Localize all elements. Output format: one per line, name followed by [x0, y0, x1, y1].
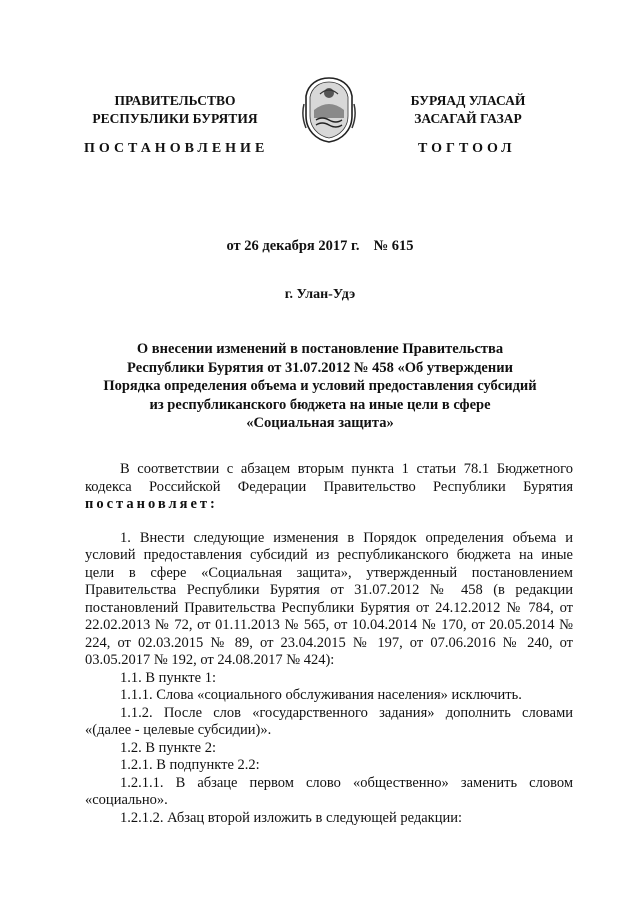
paragraph-1-1: 1.1. В пункте 1:	[120, 669, 216, 686]
issuer-line-1: БУРЯАД УЛАСАЙ	[410, 93, 526, 108]
paragraph-1-1-2: 1.1.2. После слов «государственного задания» дополнить словами «(далее - целевые субсидии)».	[85, 704, 573, 738]
title-line: Порядка определения объема и условий предоставления субсидий	[103, 378, 537, 394]
doc-date: от 26 декабря 2017 г.	[226, 238, 360, 254]
paragraph-gap	[85, 514, 573, 530]
issuer-name-bua	[368, 92, 568, 128]
doc-body	[85, 461, 573, 827]
title-line: «Социальная защита»	[246, 415, 394, 431]
paragraph-1-2-1-1: 1.2.1.1. В абзаце первом слово «общественно» заменить словом «социально».	[85, 774, 573, 808]
paragraph-1-2-1-2: 1.2.1.2. Абзац второй изложить в следующей редакции:	[120, 809, 463, 826]
intro-text: В соответствии с абзацем вторым пункта 1 статьи 78.1 Бюджетного кодекса Российской Федерации Правительство Республики Бурятия	[85, 461, 573, 495]
city: г. Улан-Удэ	[284, 287, 356, 302]
title-line: Республики Бурятия от 31.07.2012 № 458 «Об утверждении	[127, 359, 513, 376]
doc-number: № 615	[373, 238, 414, 254]
issuer-line-2: ЗАСАГАЙ ГАЗАР	[414, 111, 522, 126]
issuer-name-ru	[60, 92, 290, 128]
issuer-line-1: ПРАВИТЕЛЬСТВО	[114, 93, 236, 108]
coat-of-arms-icon	[300, 76, 358, 144]
doc-title	[70, 340, 570, 433]
paragraph-1-2-1: 1.2.1. В подпункте 2.2:	[120, 757, 260, 773]
paragraph-1: 1. Внести следующие изменения в Порядок определения объема и условий предоставления субсидий из республиканского бюджета на иные цели в сфере «Социальная защита», утвержденный постановлением Правительства Республики Бурятия от 31.07.2012 № 458 (в редакции постановлений Правительства Республики Бурятия от 24.12.2012 № 784, от 22.02.2013 № 72, от 01.11.2013 № 565, от 10.04.2014 № 170, от 20.05.2014 № 224, от 02.03.2015 № 89, от 23.04.2015 № 197, от 07.06.2016 № 240, от 03.05.2017 № 192, от 24.08.2017 № 424):	[85, 529, 573, 668]
doc-type-bua: ТОГТООЛ	[418, 141, 516, 156]
title-line: из республиканского бюджета на иные цели в сфере	[149, 396, 491, 413]
doc-type-ru: ПОСТАНОВЛЕНИЕ	[84, 141, 269, 156]
title-line: О внесении изменений в постановление Правительства	[136, 341, 504, 357]
issuer-line-2: РЕСПУБЛИКИ БУРЯТИЯ	[92, 111, 258, 126]
paragraph-1-2: 1.2. В пункте 2:	[120, 739, 216, 756]
intro-paragraph	[85, 461, 573, 514]
date-line	[0, 238, 640, 255]
paragraph-1-1-1: 1.1.1. Слова «социального обслуживания населения» исключить.	[120, 687, 522, 703]
decree-word: постановляет:	[85, 496, 218, 512]
